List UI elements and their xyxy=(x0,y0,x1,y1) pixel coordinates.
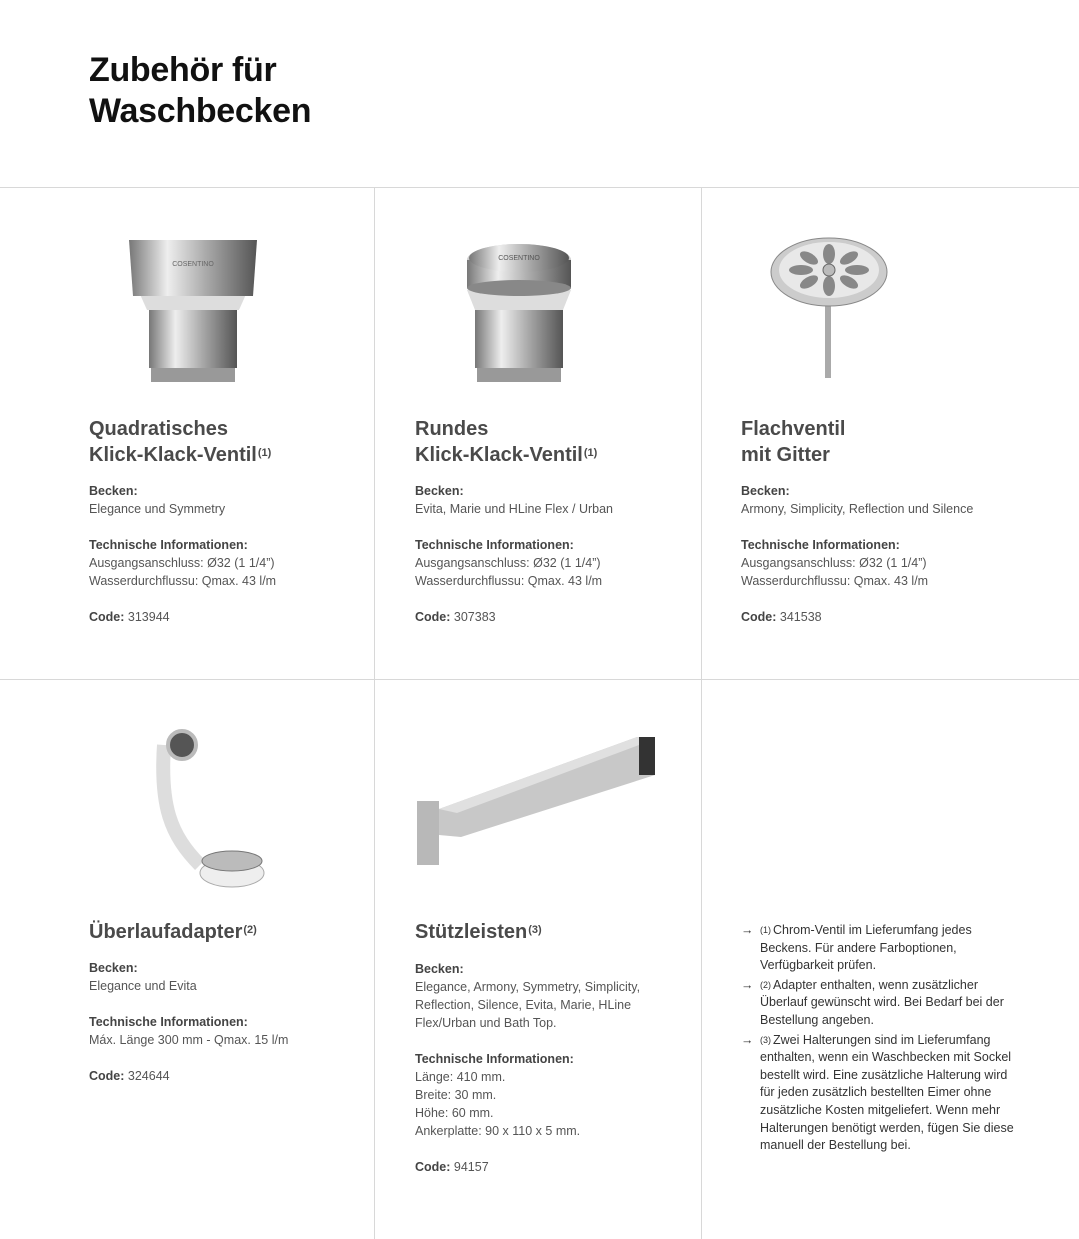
overflow-adapter-image xyxy=(140,725,365,893)
product-info: Becken: Elegance, Armony, Symmetry, Simplicity, Reflection, Silence, Evita, Marie, HLine Flex/Urban und Bath Top. Technische Informationen: Länge: 410 mm. Breite: 30 mm. Höhe: 60 mm. Ankerplatte: 90 x 110 x 5 mm. Code: 94157 xyxy=(415,962,641,1174)
divider xyxy=(374,187,375,1239)
product-title: Rundes Klick-Klack-Ventil$^{(1)}$ xyxy=(415,418,598,466)
square-valve-image xyxy=(89,230,314,398)
product-code: 341538 xyxy=(779,610,822,624)
divider xyxy=(701,187,702,1239)
divider xyxy=(0,187,1079,188)
support-bar-image xyxy=(415,725,660,893)
arrow-right-icon: → xyxy=(741,923,754,937)
round-valve-image xyxy=(415,230,640,398)
product-title: Quadratisches Klick-Klack-Ventil$^{(1)}$ xyxy=(89,418,272,466)
product-code: 313944 xyxy=(127,610,170,624)
product-code: 94157 xyxy=(453,1160,489,1174)
product-code: 324644 xyxy=(127,1069,170,1083)
product-info: Becken: Armony, Simplicity, Reflection und Silence Technische Informationen: Ausgangsanschluss: Ø32 (1 1/4”) Wasserdurchflussu: Qmax. 43 l/m Code: 341538 xyxy=(741,484,974,624)
divider xyxy=(0,679,1079,680)
product-title: Überlaufadapter$^{(2)}$ xyxy=(89,921,257,943)
product-title: Stützleisten$^{(3)}$ xyxy=(415,921,542,943)
footnotes xyxy=(741,922,1016,1157)
svg-text:COSENTINO: COSENTINO xyxy=(498,255,540,262)
product-code: 307383 xyxy=(453,610,496,624)
product-info: Becken: Elegance und Symmetry Technische Informationen: Ausgangsanschluss: Ø32 (1 1/4”) Wasserdurchflussu: Qmax. 43 l/m Code: 313944 xyxy=(89,484,277,624)
product-title: Flachventil mit Gitter xyxy=(741,418,846,466)
svg-text:COSENTINO: COSENTINO xyxy=(172,261,214,268)
footnote: → $^{(2)}$ Adapter enthalten, wenn zusätzlicher Überlauf gewünscht wird. Bei Bedarf bei der Bestellung angeben. xyxy=(741,977,1016,1030)
flat-valve-grid-image xyxy=(741,230,966,398)
product-info: Becken: Elegance und Evita Technische Informationen: Máx. Länge 300 mm - Qmax. 15 l/m Code: 324644 xyxy=(89,961,289,1083)
arrow-right-icon: → xyxy=(741,1032,754,1047)
arrow-right-icon: → xyxy=(741,977,754,992)
footnote: → $^{(1)}$ Chrom-Ventil im Lieferumfang jedes Beckens. Für andere Farboptionen, Verfügbarkeit prüfen. xyxy=(741,922,1016,975)
footnote: → $^{(3)}$ Zwei Halterungen sind im Lieferumfang enthalten, wenn ein Waschbecken mit Sockel bestellt wird. Eine zusätzliche Halterung wird für jeden zusätzlich bestellten Eimer ohne zusätzliche Kosten mitgeliefert. Wenn mehr Halterungen benötigt werden, fügen Sie diese manuell der Bestellung bei. xyxy=(741,1032,1016,1155)
page-title: Zubehör für Waschbecken xyxy=(89,51,312,130)
product-info: Becken: Evita, Marie und HLine Flex / Urban Technische Informationen: Ausgangsanschluss: Ø32 (1 1/4”) Wasserdurchflussu: Qmax. 43 l/m Code: 307383 xyxy=(415,484,614,624)
